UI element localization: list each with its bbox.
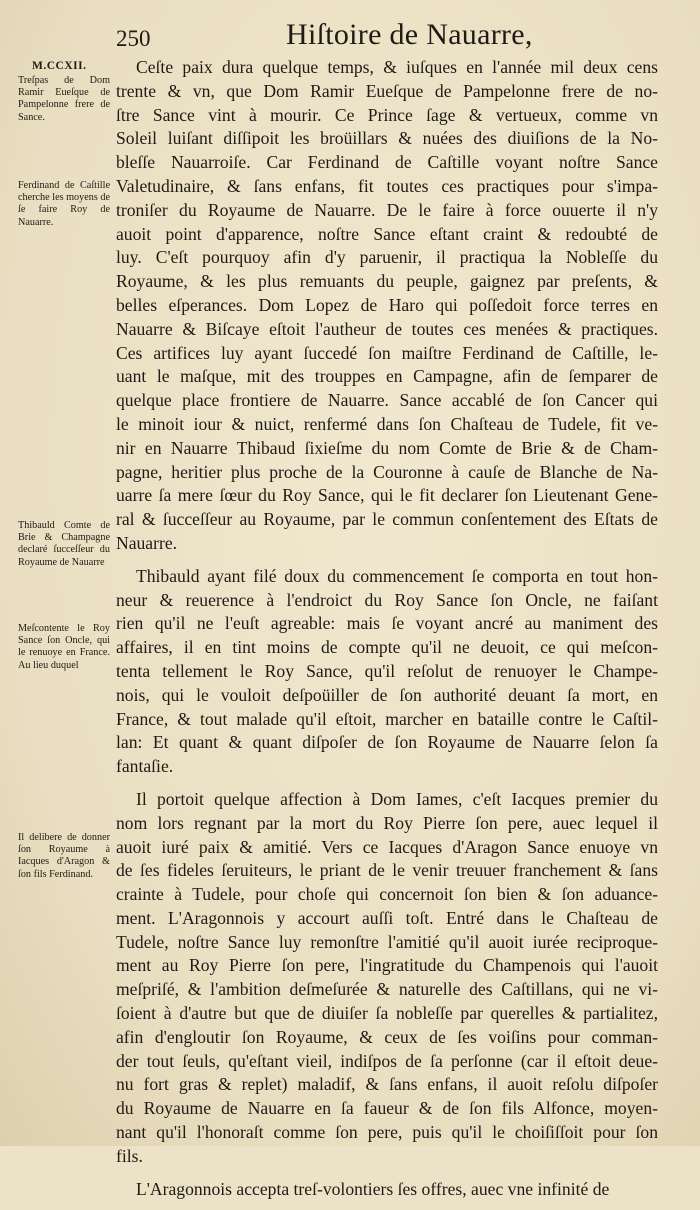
margin-note: Meſcontente le Roy Sance ſon Oncle, qui le renuoye en France. Au lieu duquel — [18, 623, 110, 671]
text-line: Royaume, & les plus remuants du peuple, gaignez par preſents, & — [116, 271, 658, 292]
body-text — [116, 56, 658, 1210]
paragraph — [116, 56, 658, 556]
running-title: Hiſtoire de Nauarre, — [286, 18, 533, 51]
text-line: France, & tout malade qu'il eſtoit, marcher en bataille contre le Caſtil- — [116, 708, 658, 729]
page-number: 250 — [116, 26, 151, 51]
margin-note: Thibauld Comte de Brie & Champagne declaré ſucceſſeur du Royaume de Nauarre — [18, 520, 110, 568]
text-line: trente & vn, que Dom Ramir Eueſque de Pampelonne frere de no- — [116, 80, 658, 101]
text-line: nois, qui le vouloit deſpoüiller de ſon authorité deuant ſa mort, en — [116, 684, 658, 705]
text-line: nir en Nauarre Thibaud ſixieſme du nom Comte de Brie & de Cham- — [116, 437, 658, 458]
text-line: ment au Roy Pierre ſon pere, l'ingratitude du Champenois qui l'auoit — [116, 955, 658, 976]
text-line: nu fort gras & replet) maladif, & ſans enfans, il auoit reſolu diſpoſer — [116, 1074, 658, 1095]
text-line: neur & reuerence à l'endroict du Roy Sance ſon Oncle, ne faiſant — [116, 589, 658, 610]
text-line: belles eſperances. Dom Lopez de Haro qui poſſedoit force terres en — [116, 294, 658, 315]
text-line: quelque place frontiere de Nauarre. Sance accablé de ſon Cancer qui — [116, 390, 658, 411]
text-line: Nauarre & Biſcaye eſtoit l'autheur de toutes ces menées & practiques. — [116, 318, 658, 339]
text-line: meſpriſé, & l'ambition deſmeſurée & naturelle des Caſtillans, qui ne vi- — [116, 979, 658, 1000]
paragraph — [116, 565, 658, 779]
text-line: Soleil luiſant diſſipoit les broüillars & nuées des diuiſions de la No- — [116, 128, 658, 149]
text-line: de ſes fideles ſeruiteurs, le priant de le venir treuuer franchement & ſans — [116, 860, 658, 881]
text-line: troniſer du Royaume de Nauarre. De le faire à force ouuerte il n'y — [116, 199, 658, 220]
text-line: L'Aragonnois accepta treſ-volontiers ſes offres, auec vne infinité de — [136, 1178, 610, 1199]
margin-note: Ferdinand de Caſtille cherche les moyens de ſe faire Roy de Nauarre. — [18, 180, 110, 228]
text-line: Ces artifices luy ayant ſuccedé ſon maiſtre Ferdinand de Caſtille, le- — [116, 342, 658, 363]
paragraph — [116, 788, 658, 1169]
text-line: Il portoit quelque affection à Dom Iames, c'eſt Iacques premier du — [136, 788, 658, 809]
text-line: Nauarre. — [116, 532, 178, 553]
paragraph — [116, 1178, 658, 1202]
margin-note: Il delibere de donner ſon Royaume à Iacques d'Aragon & ſon fils Ferdinand. — [18, 832, 110, 880]
margin-note: Treſpas de Dom Ramir Eueſque de Pampelonne frere de Sance. — [18, 75, 110, 123]
text-line: tenta tellement le Roy Sance, qu'il reſolut de renuoyer le Champe- — [116, 660, 658, 681]
text-line: du Royaume de Nauarre en ſa faueur & de ſon fils Alfonce, moyen- — [116, 1098, 658, 1119]
text-line: afin d'engloutir ſon Royaume, & ceux de ſes voiſins pour comman- — [116, 1026, 658, 1047]
text-line: fantaſie. — [116, 756, 174, 777]
text-line: Thibauld ayant filé doux du commencement ſe comporta en tout hon- — [136, 565, 658, 586]
text-line: ſtre Sance vint à mourir. Ce Prince ſage & vertueux, comme vn — [116, 104, 658, 125]
text-line: affaires, il en tint moins de compte qu'il ne deuoit, ce qui meſcon- — [116, 637, 658, 658]
text-line: fils. — [116, 1145, 143, 1166]
text-line: ment. L'Aragonnois y accourt auſſi toſt. Entré dans le Chaſteau de — [116, 907, 658, 928]
text-line: ſoient à d'autre but que de diuiſer ſa nobleſſe par querelles & partialitez, — [116, 1003, 658, 1024]
text-line: auoit point d'apparence, noſtre Sance eſtant craint & redoubté de — [116, 223, 658, 244]
text-line: Tudele, noſtre Sance luy remonſtre l'amitié qu'il auoit iurée reciproque- — [116, 931, 658, 952]
text-line: luy. C'eſt pourquoy afin d'y paruenir, il practiqua la Nobleſſe du — [116, 247, 658, 268]
text-line: lan: Et quant & quant diſpoſer de ſon Royaume de Nauarre ſelon ſa — [116, 732, 658, 753]
text-line: Ceſte paix dura quelque temps, & iuſques en l'année mil deux cens — [136, 57, 658, 77]
text-line: le minoit iour & nuict, renfermé dans ſon Chaſteau de Tudele, fit ve- — [116, 413, 658, 434]
margin-year: M.CCXII. — [32, 60, 87, 72]
text-line: nom lors regnant par la mort du Roy Pierre ſon pere, auec lequel il — [116, 812, 658, 833]
text-line: uarre ſa mere ſœur du Roy Sance, qui le fit declarer ſon Lieutenant Gene- — [116, 485, 658, 506]
text-line: uant le maſque, mit des trouppes en Campagne, afin de ſemparer de — [116, 366, 658, 387]
text-line: crainte à Tudele, pour choſe qui concernoit ſon bien & ſon aduance- — [116, 884, 658, 905]
text-line: rien qu'il ne l'euſt agreable: mais ſe voyant ancré au maniment des — [116, 613, 658, 634]
text-line: auoit iuré paix & amitié. Vers ce Iacques d'Aragon Sance enuoye vn — [116, 836, 658, 857]
text-line: ral & ſucceſſeur au Royaume, par le commun conſentement des Eſtats de — [116, 509, 658, 530]
text-line: der tout ſeuls, qu'eſtant vieil, indiſpos de ſa perſonne (car il eſtoit deue- — [116, 1050, 658, 1071]
text-line: Valetudinaire, & ſans enfans, fit toutes ces practiques pour s'impa- — [116, 175, 658, 196]
text-line: bleſſe Nauarroiſe. Car Ferdinand de Caſtille voyant noſtre Sance — [116, 152, 658, 173]
text-line: nant qu'il l'honoraſt comme ſon pere, puis qu'il le choiſiſſoit pour ſon — [116, 1122, 658, 1143]
text-line: pagne, heritier plus proche de la Couronne à cauſe de Blanche de Na- — [116, 461, 658, 482]
